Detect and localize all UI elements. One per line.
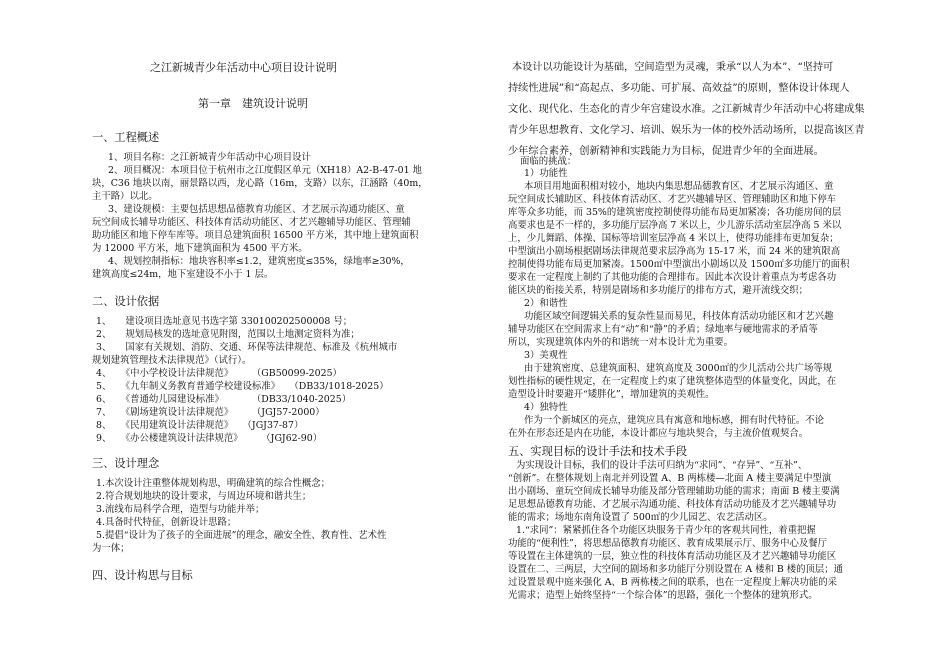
section-heading-design-goals: 四、设计构思与目标 [92,569,193,582]
paragraph-line: “创新”。在整体规划上南北并列设置 A、B 两栋楼—北面 A 楼主要满足中型演 [508,473,832,484]
paragraph-line: 光需求；造型上始终坚持“一个综合体”的思路，强化一个整体的建筑形式。 [508,590,818,601]
list-item: 3、 国家有关规划、消防、交通、环保等法律规范、标准及《杭州城市 [96,342,398,353]
paragraph-line: 所以，实现建筑体内外的和谐统一对本设计尤为重要。 [508,337,734,348]
section-heading-basis: 二、设计依据 [92,295,160,308]
paragraph-line: 3、建设规模：主要包括思想品德教育功能区、才艺展示沟通功能区、童 [108,204,405,215]
document-title: 之江新城青少年活动中心项目设计说明 [150,61,337,74]
paragraph-line: 在外在形态还是内在功能，本设计都应与地块契合，与主流价值观契合。 [508,428,809,439]
intro-line: 持续性进展”和“高起点、多功能、可扩展、高效益”的原则，整体设计体现人 [508,83,850,94]
paragraph-line: 本项目用地面积相对较小，地块内集思想品德教育区、才艺展示沟通区、童 [524,181,834,192]
list-item: 5.提倡“设计为了孩子的全面进展”的理念，融安全性、教育性、艺术性 [96,530,387,541]
intro-line: 文化、现代化、生态化的青少年宫建设水准。之江新城青少年活动中心将建成集 [508,104,865,115]
paragraph-line: 造型设计时要避开“矮胖化”，增加建筑的美观性。 [508,389,715,400]
subheading-functionality: 1）功能性 [524,168,568,179]
list-item: 4.具备时代特征，创新设计思路； [96,517,237,528]
paragraph-line: 由于建筑密度、总建筑面积、建筑高度及 3000㎡的少儿活动公共广场等规 [524,363,833,374]
paragraph-line: 高要求也是不一样的，多功能厅层净高 7 米以上，少儿游乐活动室层净高 5 米以 [508,220,842,231]
section-heading-methods: 五、实现目标的设计手法和技术手段 [508,445,688,458]
paragraph-line: 中型演出小剧场根据剧场法律规范要求层净高为 15-17 米，而 24 米的建筑限高 [508,246,841,257]
paragraph-line: 玩空间成长辅助区、科技体育活动区、才艺兴趣辅导区、管理辅助区和地下停车 [508,194,837,205]
list-item: 3.流线布局科学合理，造型与功能并举； [96,504,265,515]
intro-line: 少年综合素养，创新精神和实践能力为目标，促进青少年的全面进展。 [508,146,824,157]
list-item: 1.本次设计注重整体规划构思，明确建筑的综合性概念； [96,478,330,489]
paragraph-line: 功能的“便利性”，将思想品德教育功能区、教育成果展示厅、服务中心及餐厅 [508,538,827,549]
paragraph-line: 主干路）以北。 [92,191,158,202]
list-item: 为一体； [92,543,130,554]
paragraph-line: 功能区域空间逻辑关系的复杂性显而易见，科技体育活动功能区和才艺兴趣 [524,311,834,322]
paragraph-line: 要求在一定程度上制约了其他功能的合理排布。因此本次设计着重点为考虑各功 [508,272,837,283]
paragraph-line: 为实现设计目标，我们的设计手法可归纳为“求同”、“存异”、“互补”、 [516,460,808,471]
paragraph-line: 2、项目概况：本项目位于杭州市之江度假区单元（XH18）A2-B-47-01 地 [108,165,422,176]
paragraph-line: 助功能区和地下停车库等。项目总建筑面积 16500 平方米，其中地上建筑面积 [92,230,419,241]
list-item: 规划建筑管理技术法律规范》（试行）。 [92,355,252,366]
paragraph-line: 库等众多功能，而 35%的建筑密度控制使得功能布局更加紧凑；各功能房间的层 [508,207,842,218]
list-item: 7、 《剧场建筑设计法律规范》 （JGJ57-2000） [96,407,325,418]
paragraph-line: 设置在二、三两层，大空间的剧场和多功能厅分别设置在 A 楼和 B 楼的顶层；通 [508,564,843,575]
paragraph-line: 等设置在主体建筑的一层，独立性的科技体育活动功能区及才艺兴趣辅导功能区 [508,551,837,562]
list-item: 6、 《普通幼儿园建设标准》 （DB33/1040-2025） [96,394,352,405]
paragraph-line: 过设置景观中庭来强化 A、B 两栋楼之间的联系，也在一定程度上解决功能的采 [508,577,837,588]
paragraph-line: 能区块的衔接关系，特别是剧场和多功能厅的排布方式，避开流线交织； [508,285,809,296]
paragraph-line: 足思想品德教育功能、才艺展示沟通功能、科技体育活动功能及才艺兴趣辅导功 [508,499,837,510]
paragraph-line: 作为一个新城区的亮点，建筑应具有寓意和地标感，拥有时代特征。不论 [524,415,825,426]
intro-line: 青少年思想教育、文化学习、培训、娱乐为一体的校外活动场所，以提高该区青 [508,125,865,136]
list-item: 4、 《中小学校设计法律规范》 （GB50099-2025） [96,368,342,379]
paragraph-line: 面临的挑战： [520,156,577,167]
paragraph-line: 控制使得功能布局更加紧凑。1500㎡中型演出小剧场以及 1500㎡多功能厅的面积 [508,259,850,270]
paragraph-line: 辅导功能区在空间需求上有“动”和“静”的矛盾；绿地率与硬地需求的矛盾等 [508,324,818,335]
paragraph-line: 块，C36 地块以南，丽景路以西，龙心路（16m，支路）以东，江涵路（40m， [92,178,428,189]
paragraph-line: 4、规划控制指标：地块容积率≤1.2，建筑密度≤35%，绿地率≥30%， [108,256,410,267]
list-item: 2、 规划局核发的选址意见附图，范围以土地测定资料为准； [96,329,360,340]
paragraph-line: 1、项目名称：之江新城青少年活动中心项目设计 [108,152,311,163]
intro-line: 本设计以功能设计为基础，空间造型为灵魂，秉承“以人为本”、“坚持可 [512,62,834,73]
subheading-aesthetics: 3）美观性 [524,350,568,361]
list-item: 2.符合规划地块的设计要求，与周边环境和谐共生； [96,491,312,502]
paragraph-line: 建筑高度≤24m，地下室建设不小于 1 层。 [92,269,274,280]
list-item: 1、 建设项目选址意见书选字第 330100202500008 号； [96,316,353,327]
paragraph-line: 为 12000 平方米，地下建筑面积为 4500 平方米。 [92,243,308,254]
list-item: 5、 《九年制义务教育普通学校建设标准》 （DB33/1018-2025） [96,381,389,392]
paragraph-line: 能的需求；场地东南角设置了 500㎡的少儿园艺、农艺活动区。 [508,512,773,523]
section-heading-overview: 一、工程概述 [92,131,160,144]
list-item: 8、 《民用建筑设计法律规范》 （JGJ37-87） [96,420,304,431]
section-heading-concept: 三、设计理念 [92,457,160,470]
list-item: 9、 《办公楼建筑设计法律规范》 （JGJ62-90） [96,433,323,444]
chapter-title: 第一章 建筑设计说明 [198,97,308,110]
subheading-uniqueness: 4）独特性 [524,402,568,413]
paragraph-line: 玩空间成长辅导功能区、科技体育活动功能区、才艺兴趣辅导功能区、管理辅 [92,217,411,228]
paragraph-line: 1.“求同”：紧紧抓住各个功能区块服务于青少年的客观共同性，着重把握 [516,525,816,536]
paragraph-line: 划性指标的硬性规定，在一定程度上约束了建筑整体造型的体量变化，因此，在 [508,376,837,387]
subheading-harmony: 2）和谐性 [524,298,568,309]
paragraph-line: 上，少儿舞蹈、体操、国标等培训室层净高 4 米以上，使得功能排布更加复杂； [508,233,839,244]
paragraph-line: 出小剧场、童玩空间成长辅导功能及部分管理辅助功能的需求；南面 B 楼主要满 [508,486,840,497]
